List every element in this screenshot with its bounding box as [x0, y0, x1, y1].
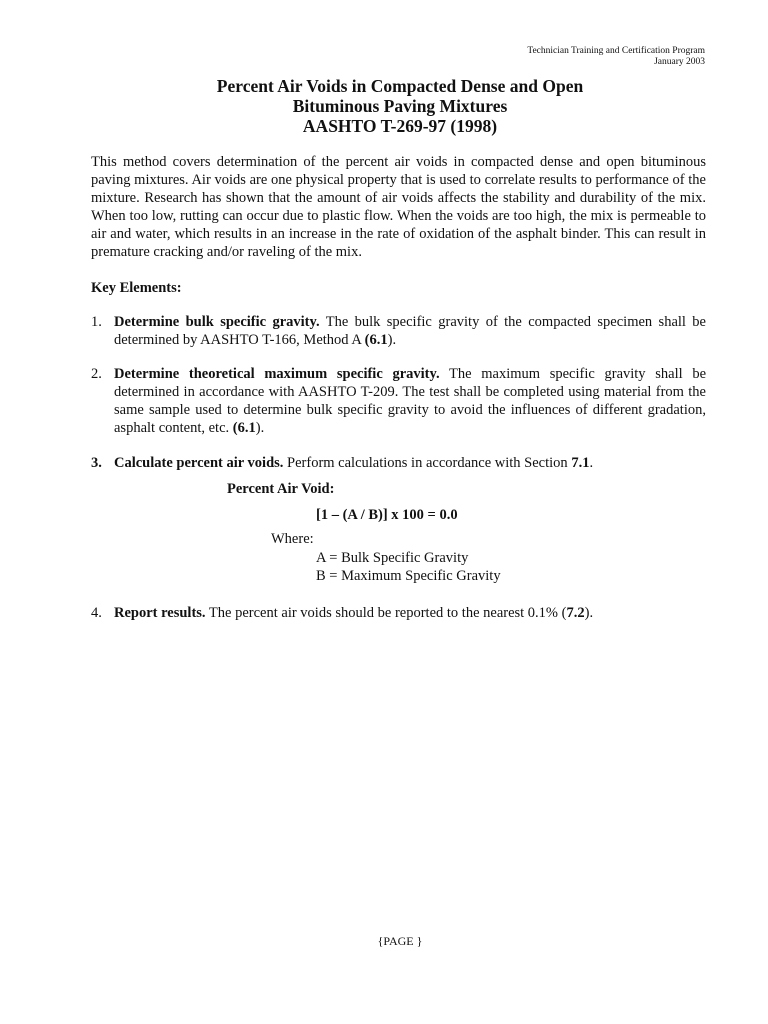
item-text: The maximum specific gravity shall be determined in accordance with AASHTO T-209. The test shall be completed using material from the same sample used to determine bulk specific gravity to avoid the influences of different gradation, asphalt content, etc.	[114, 366, 707, 436]
list-item	[91, 313, 706, 349]
item-tail: ).	[387, 332, 397, 348]
item-number: 1.	[91, 314, 102, 330]
item-heading: Determine bulk specific gravity.	[114, 314, 320, 330]
document-title	[0, 76, 768, 136]
item-tail: ).	[255, 420, 265, 436]
item-number: 4.	[91, 605, 102, 621]
formula-equation: [1 – (A / B)] x 100 = 0.0	[316, 507, 458, 523]
item-text: The percent air voids should be reported to the nearest 0.1% (	[205, 605, 567, 621]
title-line-2: Bituminous Paving Mixtures	[292, 96, 508, 116]
key-elements-heading: Key Elements:	[91, 280, 182, 296]
program-name: Technician Training and Certification Program	[527, 46, 705, 56]
item-body	[114, 604, 706, 622]
intro-paragraph: This method covers determination of the percent air voids in compacted dense and open bituminous paving mixtures. Air voids are one physical property that is used to correlate results to performance of the mixture. Research has shown that the amount of air voids affects the stability and durability of the mix. When too low, rutting can occur due to plastic flow. When the voids are too high, the mix is permeable to air and water, which results in an increase in the rate of oxidation of the asphalt binder. This can result in premature cracking and/or raveling of the mix.	[91, 154, 706, 260]
item-number: 3.	[91, 455, 102, 471]
item-text: Perform calculations in accordance with Section	[283, 455, 572, 471]
list-item	[91, 365, 706, 437]
where-label: Where:	[271, 531, 314, 547]
item-body	[114, 365, 706, 437]
formula-label: Percent Air Void:	[227, 481, 335, 497]
item-heading: Report results.	[114, 605, 206, 621]
list-item	[91, 604, 706, 622]
item-text: The bulk specific gravity of the compacted specimen shall be determined by AASHTO T-166, Method A	[114, 314, 706, 348]
formula-definitions	[271, 530, 501, 586]
page-footer: {PAGE }	[377, 934, 423, 948]
item-ref: 7.2	[566, 605, 585, 621]
item-body	[114, 313, 706, 349]
item-body	[114, 454, 706, 472]
header-date: January 2003	[654, 57, 705, 67]
item-heading: Calculate percent air voids.	[114, 455, 284, 471]
title-line-1: Percent Air Voids in Compacted Dense and Open	[216, 76, 584, 96]
item-heading: Determine theoretical maximum specific gravity.	[114, 366, 440, 382]
list-item	[91, 454, 706, 472]
item-tail: ).	[584, 605, 594, 621]
definition-a: A = Bulk Specific Gravity	[316, 549, 469, 566]
item-ref: (6.1	[364, 332, 388, 348]
item-tail: .	[589, 455, 594, 471]
item-ref: (6.1	[232, 420, 256, 436]
item-number: 2.	[91, 366, 102, 382]
running-header	[527, 46, 705, 68]
definition-b: B = Maximum Specific Gravity	[316, 568, 501, 584]
title-line-3: AASHTO T-269-97 (1998)	[302, 116, 498, 136]
item-ref: 7.1	[571, 455, 590, 471]
